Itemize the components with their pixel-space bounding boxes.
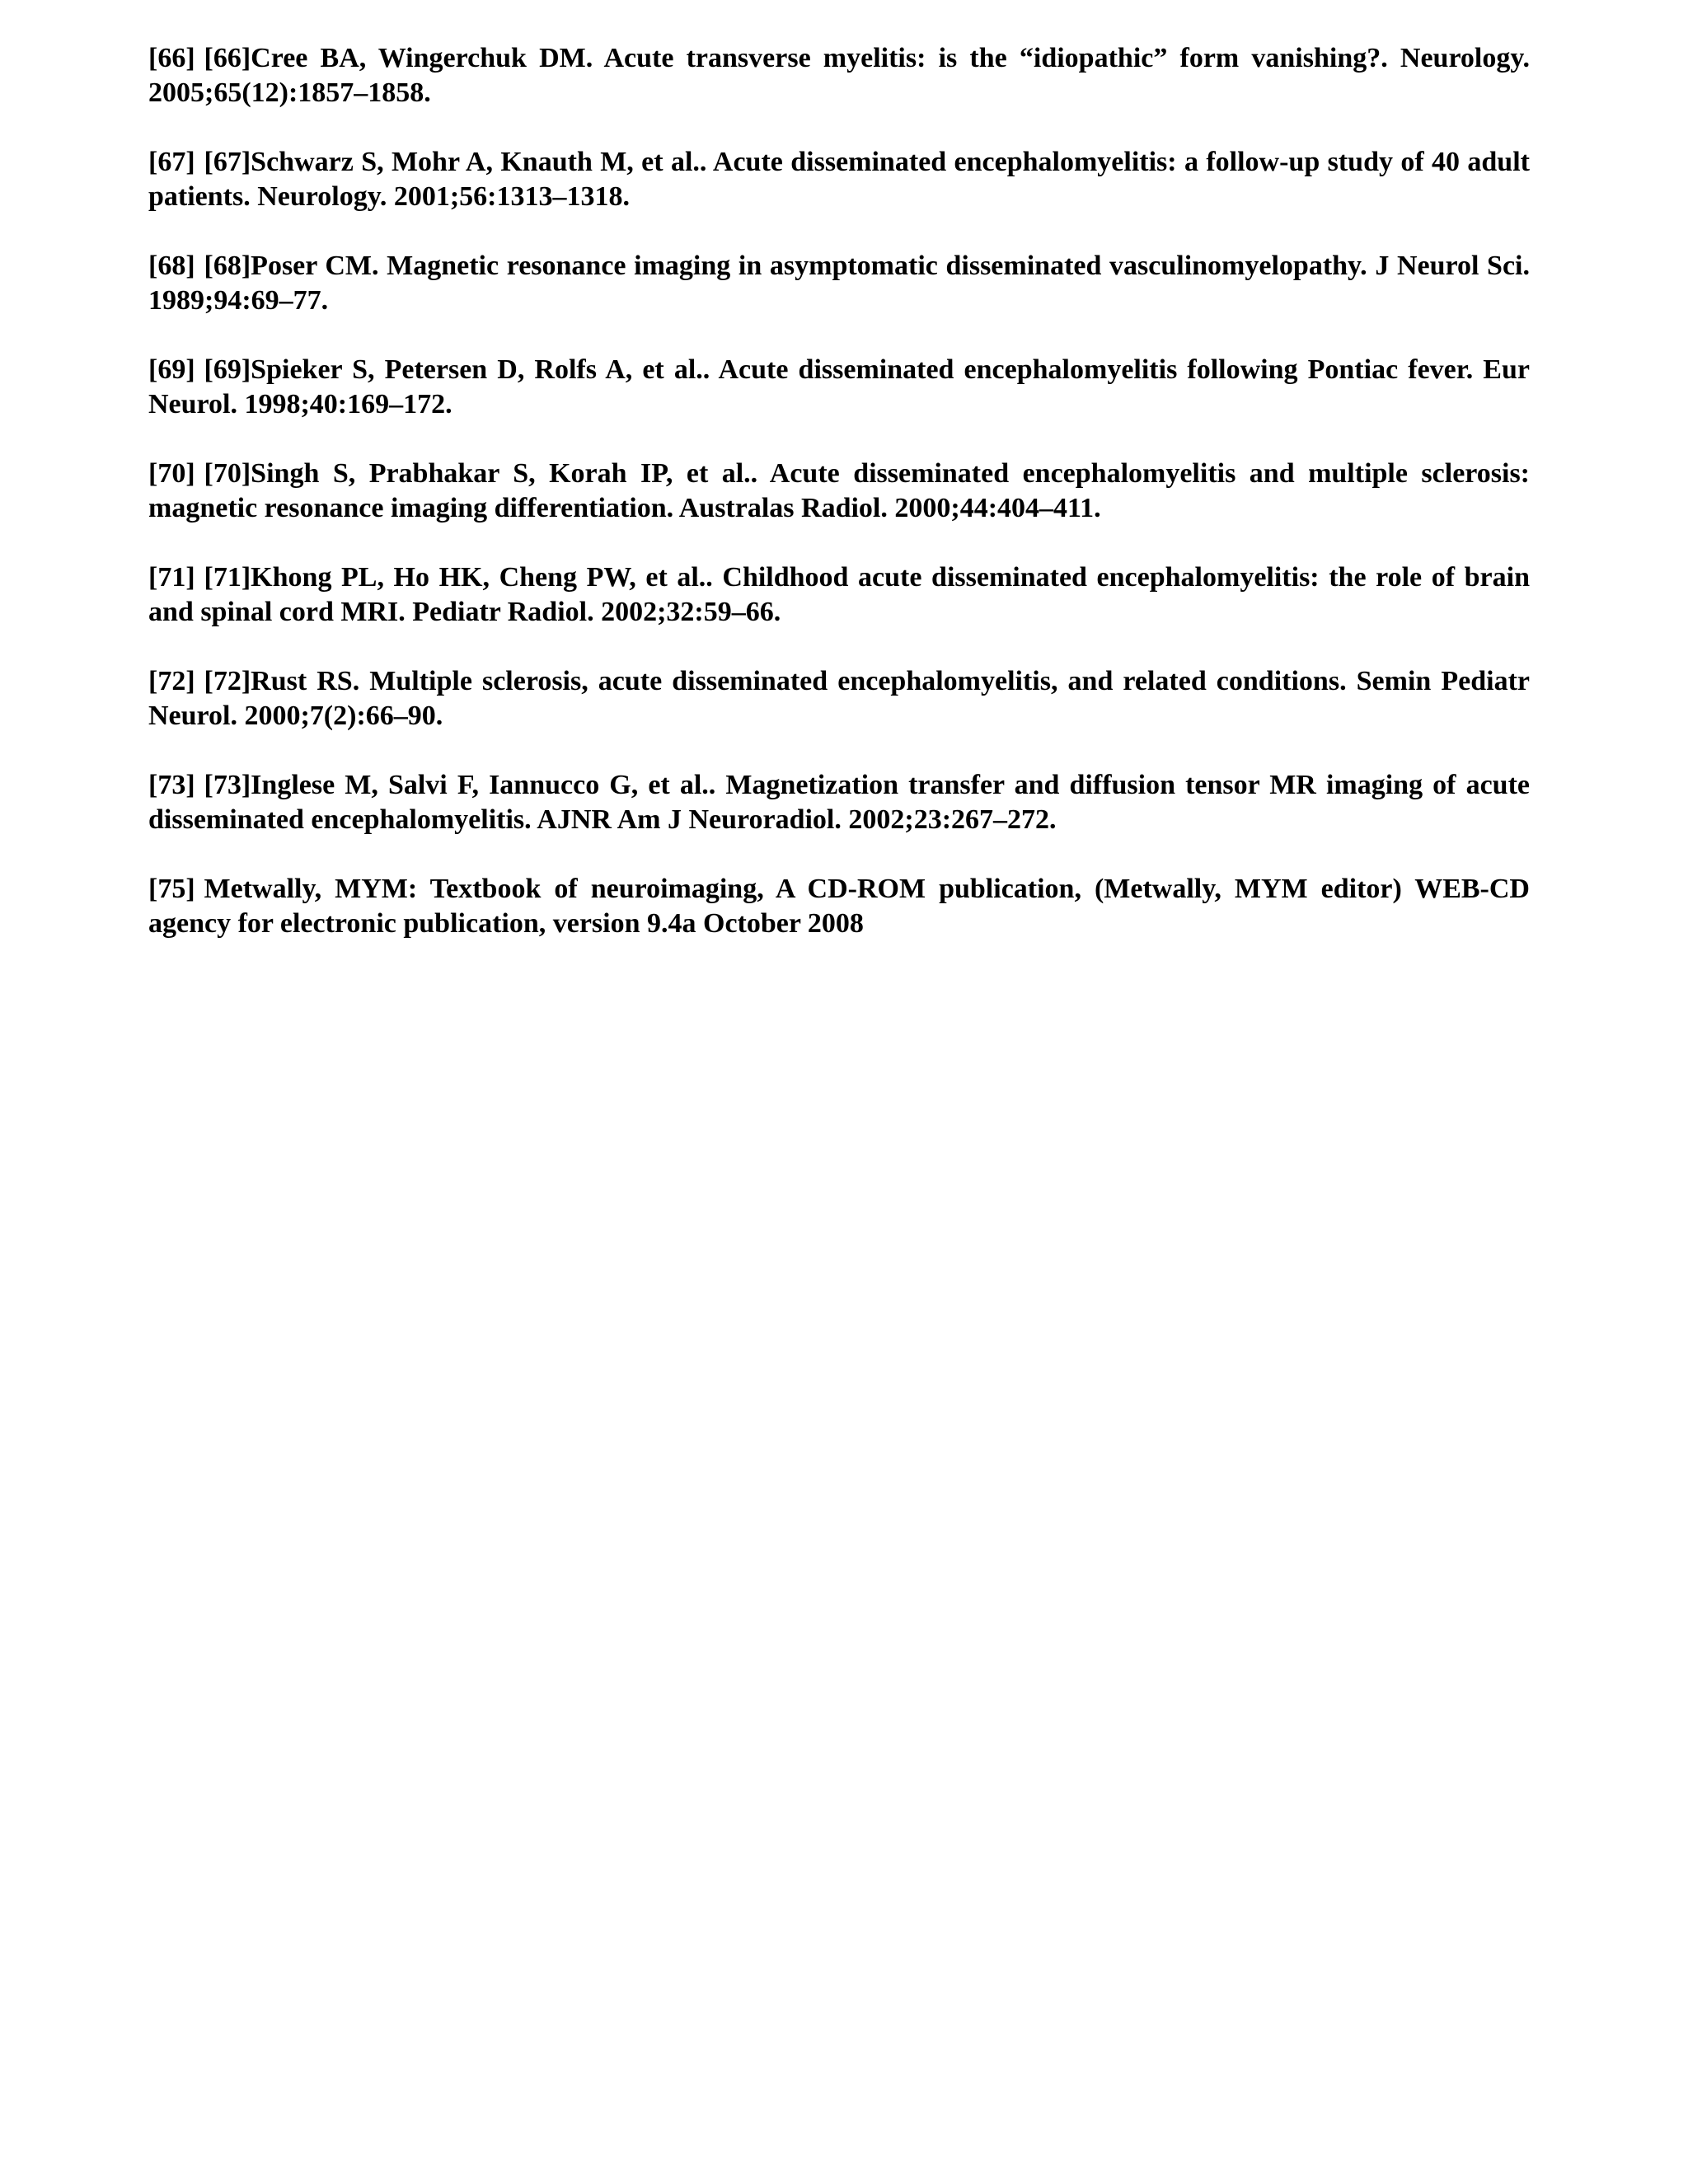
reference-68 [148, 249, 1530, 318]
reference-67 [148, 145, 1530, 214]
reference-text: [72]Rust RS. Multiple sclerosis, acute disseminated encephalomyelitis, and related conditions. Semin Pediatr Neurol. 2000;7(2):66–90. [148, 666, 1530, 731]
reference-73 [148, 768, 1530, 837]
reference-75 [148, 872, 1530, 941]
reference-number: [72] [148, 666, 195, 696]
reference-72 [148, 664, 1530, 733]
reference-text: [70]Singh S, Prabhakar S, Korah IP, et al.. Acute disseminated encephalomyelitis and multiple sclerosis: magnetic resonance imaging differentiation. Australas Radiol. 2000;44:404–411. [148, 458, 1530, 523]
reference-number: [71] [148, 562, 195, 593]
reference-text: [71]Khong PL, Ho HK, Cheng PW, et al.. Childhood acute disseminated encephalomyelitis: the role of brain and spinal cord MRI. Pediatr Radiol. 2002;32:59–66. [148, 562, 1530, 627]
reference-text: [69]Spieker S, Petersen D, Rolfs A, et al.. Acute disseminated encephalomyelitis following Pontiac fever. Eur Neurol. 1998;40:169–172. [148, 354, 1530, 419]
reference-number: [67] [148, 147, 195, 177]
reference-text: [66]Cree BA, Wingerchuk DM. Acute transverse myelitis: is the “idiopathic” form vanishing?. Neurology. 2005;65(12):1857–1858. [148, 43, 1530, 108]
reference-number: [75] [148, 874, 195, 904]
reference-text: Metwally, MYM: Textbook of neuroimaging, A CD-ROM publication, (Metwally, MYM editor) WEB-CD agency for electronic publication, version 9.4a October 2008 [148, 874, 1530, 939]
reference-number: [73] [148, 770, 195, 800]
reference-number: [66] [148, 43, 195, 73]
reference-number: [69] [148, 354, 195, 385]
reference-69 [148, 353, 1530, 422]
reference-number: [68] [148, 251, 195, 281]
reference-number: [70] [148, 458, 195, 489]
reference-70 [148, 457, 1530, 526]
reference-text: [67]Schwarz S, Mohr A, Knauth M, et al.. Acute disseminated encephalomyelitis: a follow-up study of 40 adult patients. Neurology. 2001;56:1313–1318. [148, 147, 1530, 212]
reference-text: [68]Poser CM. Magnetic resonance imaging in asymptomatic disseminated vasculinomyelopathy. J Neurol Sci. 1989;94:69–77. [148, 251, 1530, 316]
reference-text: [73]Inglese M, Salvi F, Iannucco G, et al.. Magnetization transfer and diffusion tensor MR imaging of acute disseminated encephalomyelitis. AJNR Am J Neuroradiol. 2002;23:267–272. [148, 770, 1530, 835]
reference-list [148, 41, 1530, 976]
reference-66 [148, 41, 1530, 110]
reference-71 [148, 560, 1530, 630]
